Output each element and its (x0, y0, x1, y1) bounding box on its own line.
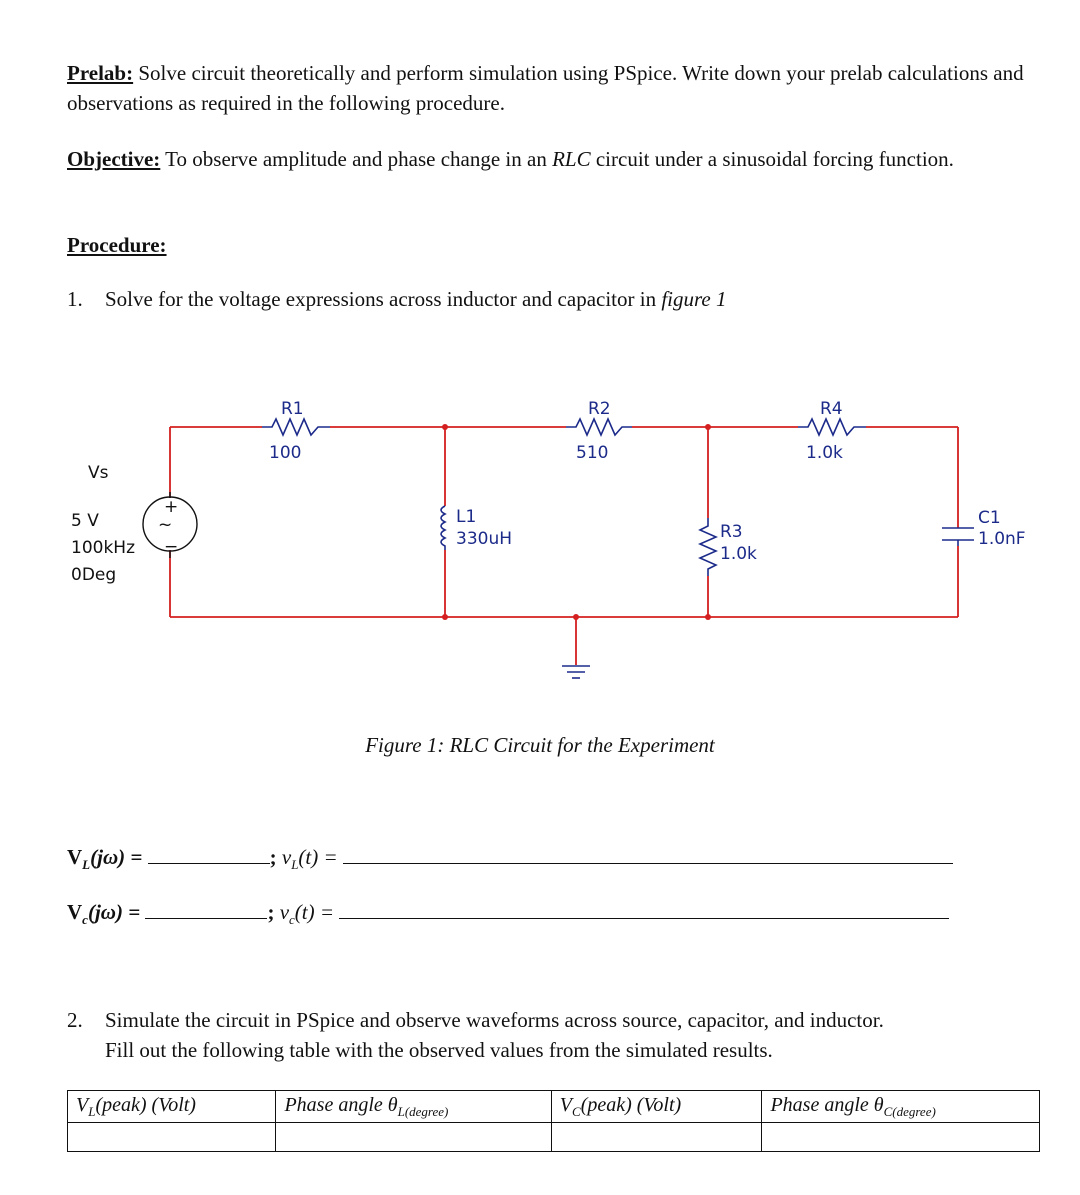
r2-name: R2 (588, 399, 611, 419)
objective-heading: Objective: (67, 147, 161, 171)
eq-c-lhs-rest: (jω) = (87, 900, 141, 924)
cell-phase-l[interactable] (276, 1123, 551, 1152)
step-2-line-1: Simulate the circuit in PSpice and observe waveforms across source, capacitor, and inductor. (105, 1008, 884, 1032)
ground-icon (562, 666, 590, 678)
step-2-number: 2. (67, 1008, 83, 1032)
inductor-l1-symbol (441, 506, 445, 550)
header-vl-peak: $V_L(peak)$ (Volt) (68, 1091, 276, 1123)
source-minus-sign: − (164, 537, 179, 557)
r4-value: 1.0k (806, 443, 843, 463)
cell-vc-peak[interactable] (551, 1123, 762, 1152)
eq-c-lhs-sub: c (82, 912, 88, 928)
results-table (67, 1090, 1040, 1152)
eq-l-lhs-sub: L (82, 857, 91, 873)
step-1-text: Solve for the voltage expressions across inductor and capacitor in (105, 287, 662, 311)
procedure-heading: Procedure: (67, 233, 167, 257)
eq-c-rhs-sub: c (289, 912, 295, 928)
header-phase-l: Phase angle $\theta_{L(degree)}$ (276, 1091, 551, 1123)
resistor-r4-symbol (798, 419, 866, 435)
r4-name: R4 (820, 399, 843, 419)
step-2-line-2: Fill out the following table with the observed values from the simulated results. (105, 1038, 773, 1062)
step-1-figure-ref: figure 1 (661, 287, 727, 311)
source-amplitude: 5 V (71, 511, 99, 531)
l1-value: 330uH (456, 529, 513, 549)
table-row (68, 1123, 1040, 1152)
resistor-r3-symbol (700, 518, 716, 576)
eq-l-rhs-v: v (281, 845, 292, 869)
source-plus-sign: + (164, 497, 179, 517)
resistor-r2-symbol (566, 419, 632, 435)
eq-c-rhs-v: v (279, 900, 290, 924)
source-name: Vs (88, 463, 109, 483)
equation-inductor (67, 845, 953, 873)
eq-c-semicolon: ; (267, 900, 280, 924)
capacitor-c1-symbol (942, 528, 974, 546)
source-frequency: 100kHz (71, 538, 135, 558)
resistor-r1-symbol (262, 419, 330, 435)
objective-text-after: circuit under a sinusoidal forcing function. (590, 147, 954, 171)
equation-capacitor (67, 900, 949, 928)
eq-l-time-blank[interactable] (343, 845, 953, 864)
procedure-heading-block (67, 230, 1042, 260)
prelab-heading: Prelab: (67, 61, 134, 85)
eq-c-phasor-blank[interactable] (145, 900, 267, 919)
c1-value: 1.0nF (978, 529, 1026, 549)
r1-name: R1 (281, 399, 304, 419)
eq-l-semicolon: ; (269, 845, 282, 869)
header-phase-c: Phase angle $\theta_{C(degree)}$ (762, 1091, 1040, 1123)
objective-rlc: RLC (552, 147, 591, 171)
eq-l-lhs-v: V (67, 845, 83, 869)
prelab-text: Solve circuit theoretically and perform simulation using PSpice. Write down your prelab calculations and observations as required in the following procedure. (67, 61, 1024, 115)
step-1-number: 1. (67, 287, 83, 311)
eq-l-lhs-rest: (jω) = (90, 845, 143, 869)
prelab-paragraph (67, 58, 1042, 118)
objective-text-before: To observe amplitude and phase change in an (160, 147, 553, 171)
cell-vl-peak[interactable] (68, 1123, 276, 1152)
table-header-row (68, 1091, 1040, 1123)
eq-c-lhs-v: V (67, 900, 83, 924)
step-1 (67, 284, 1042, 314)
eq-c-rhs-rest: (t) = (294, 900, 335, 924)
source-phase: 0Deg (71, 565, 117, 585)
objective-paragraph (67, 144, 1042, 174)
r3-value: 1.0k (720, 544, 757, 564)
eq-l-phasor-blank[interactable] (148, 845, 270, 864)
l1-name: L1 (456, 507, 477, 527)
figure-caption: Figure 1: RLC Circuit for the Experiment (365, 733, 715, 757)
rlc-circuit-schematic (0, 380, 1080, 700)
c1-name: C1 (978, 508, 1001, 528)
r3-name: R3 (720, 522, 743, 542)
eq-c-time-blank[interactable] (339, 900, 949, 919)
r1-value: 100 (269, 443, 302, 463)
r2-value: 510 (576, 443, 609, 463)
cell-phase-c[interactable] (762, 1123, 1040, 1152)
source-sine-icon: ~ (158, 515, 173, 535)
eq-l-rhs-rest: (t) = (298, 845, 338, 869)
header-vc-peak: $V_C(peak)$ (Volt) (551, 1091, 762, 1123)
eq-l-rhs-sub: L (291, 857, 299, 873)
step-2 (67, 1005, 1042, 1065)
